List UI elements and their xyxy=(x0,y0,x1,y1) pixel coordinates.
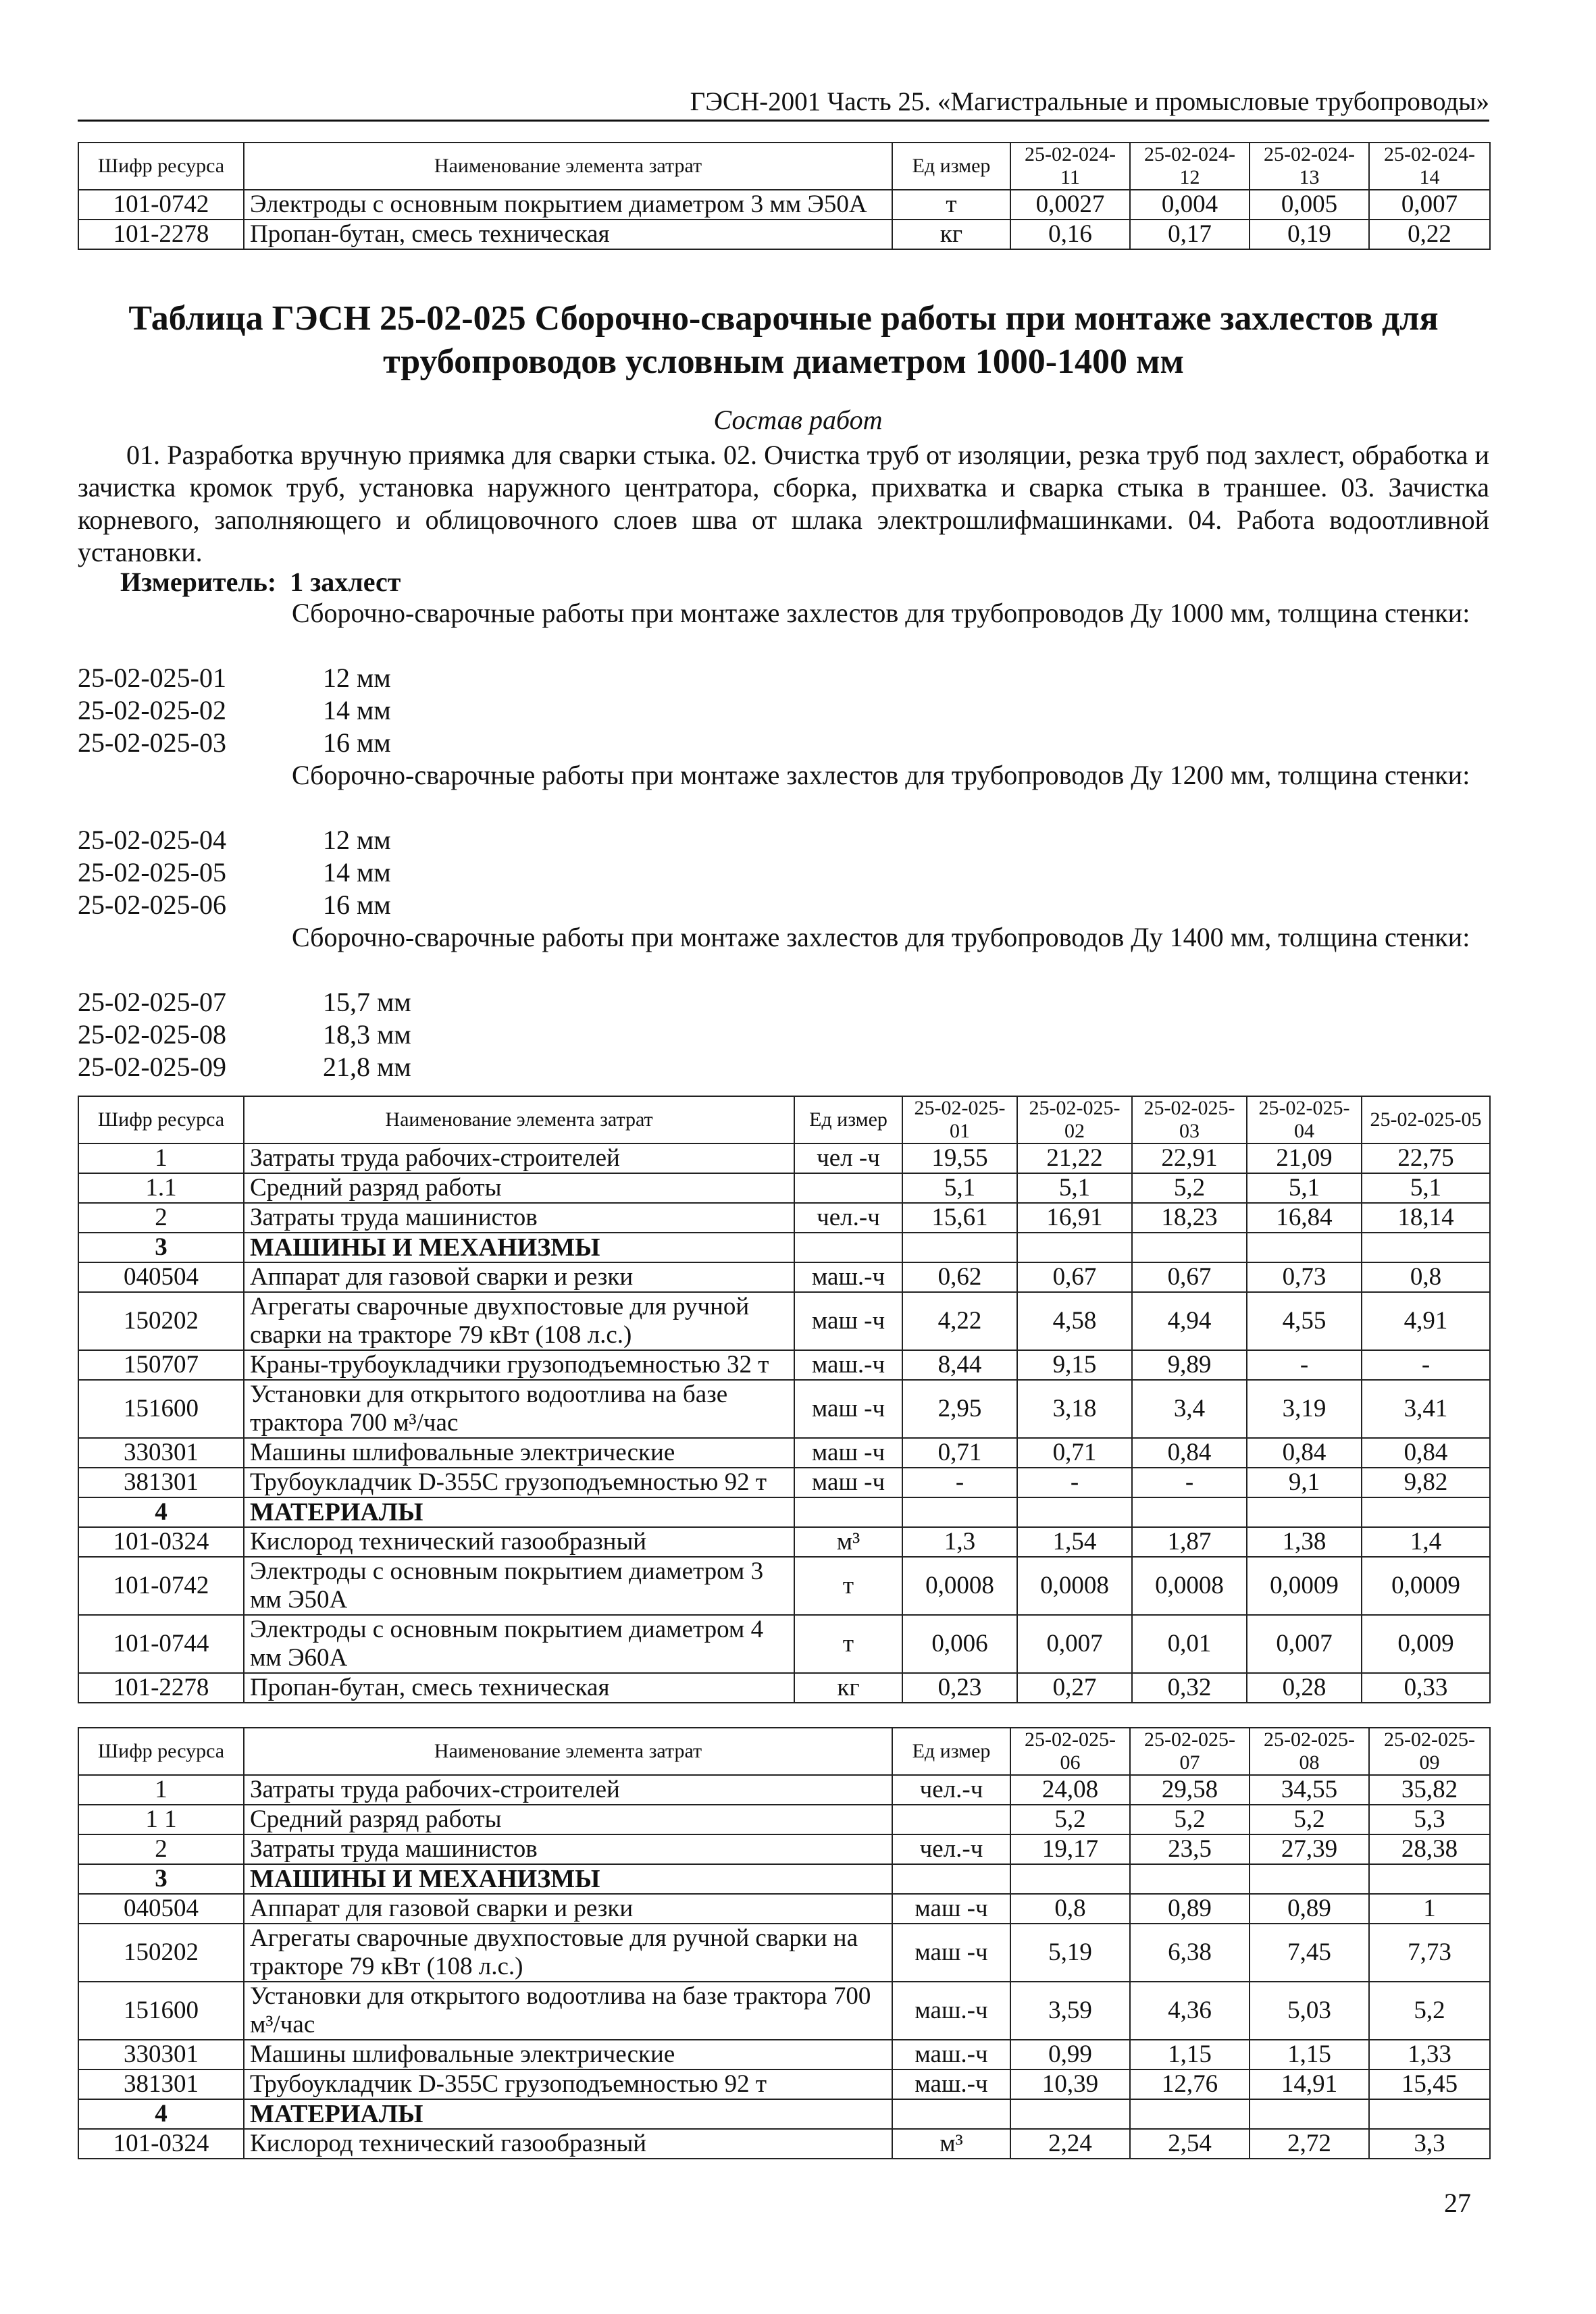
unit: чел.-ч xyxy=(794,1203,902,1233)
resource-name: МАТЕРИАЛЫ xyxy=(244,2099,892,2129)
norm-value: 2,72 xyxy=(1250,2129,1369,2159)
norm-value: 1 xyxy=(1369,1894,1490,1924)
norm-value: 0,71 xyxy=(1017,1438,1132,1468)
norm-value: 0,004 xyxy=(1130,190,1250,220)
work-composition-text: 01. Разработка вручную приямка для сварки стыка. 02. Очистка труб от изоляции, резка труб под захлест, обработка и зачистка кромок труб, установка наружного центратора, сборка, прихватка и сварка стыка в траншее. 03. Зачистка корневого, заполняющего и облицовочного слоев шва от шлака электрошлифмашинками. 04. Работа водоотливной установки. xyxy=(78,440,1489,567)
resource-name: Аппарат для газовой сварки и резки xyxy=(244,1262,794,1292)
resource-code: 101-0324 xyxy=(78,2129,244,2159)
resource-code: 150202 xyxy=(78,1924,244,1982)
resource-name: МАТЕРИАЛЫ xyxy=(244,1497,794,1527)
table-header-row xyxy=(78,1728,1490,1775)
norm-value: 35,82 xyxy=(1369,1775,1490,1805)
norm-value xyxy=(1247,1497,1362,1527)
running-header: ГЭСН-2001 Часть 25. «Магистральные и промысловые трубопроводы» xyxy=(78,86,1489,122)
column-header: 25-02-024-11 xyxy=(1010,143,1130,190)
norm-value: 1,4 xyxy=(1362,1527,1490,1557)
table-row xyxy=(78,1173,1490,1203)
norm-value: 5,2 xyxy=(1250,1805,1369,1834)
resource-code: 150707 xyxy=(78,1350,244,1380)
resource-code: 2 xyxy=(78,1834,244,1864)
column-header: Шифр ресурса xyxy=(78,1096,244,1143)
norm-value: 0,006 xyxy=(902,1615,1017,1673)
norm-value: 0,17 xyxy=(1130,220,1250,249)
table-header-row xyxy=(78,143,1490,190)
norm-value: 0,84 xyxy=(1247,1438,1362,1468)
resource-code: 2 xyxy=(78,1203,244,1233)
norm-value: 12,76 xyxy=(1130,2069,1250,2099)
table-row xyxy=(78,1805,1490,1834)
table-row xyxy=(78,1924,1490,1982)
resource-name: Электроды с основным покрытием диаметром 3 мм Э50А xyxy=(244,190,892,220)
resource-code: 1 1 xyxy=(78,1805,244,1834)
norm-value: 19,17 xyxy=(1010,1834,1130,1864)
resource-name: Аппарат для газовой сварки и резки xyxy=(244,1894,892,1924)
norm-value xyxy=(1362,1233,1490,1262)
norm-value: 29,58 xyxy=(1130,1775,1250,1805)
norm-value: 0,71 xyxy=(902,1438,1017,1468)
norm-value: 21,22 xyxy=(1017,1143,1132,1173)
norm-value: 3,4 xyxy=(1132,1380,1247,1438)
column-header: 25-02-024-14 xyxy=(1369,143,1490,190)
work-composition-label: Состав работ xyxy=(713,405,883,435)
resource-name: Затраты труда рабочих-строителей xyxy=(244,1143,794,1173)
unit: м³ xyxy=(892,2129,1010,2159)
section-row xyxy=(78,1497,1490,1527)
norm-value: 23,5 xyxy=(1130,1834,1250,1864)
norm-value: 0,67 xyxy=(1017,1262,1132,1292)
column-header: 25-02-025-05 xyxy=(1362,1096,1490,1143)
norm-value xyxy=(1369,2099,1490,2129)
resource-name: Затраты труда машинистов xyxy=(244,1834,892,1864)
column-header: Шифр ресурса xyxy=(78,1728,244,1775)
column-header: Ед измер xyxy=(892,1728,1010,1775)
wall-thickness: 14 мм xyxy=(323,857,391,888)
column-header: 25-02-024-13 xyxy=(1250,143,1369,190)
norm-value: 3,41 xyxy=(1362,1380,1490,1438)
resource-name: Краны-трубоукладчики грузоподъемностью 32 т xyxy=(244,1350,794,1380)
table-row xyxy=(78,1350,1490,1380)
table-row xyxy=(78,220,1490,249)
norm-value: 5,2 xyxy=(1369,1982,1490,2040)
norm-value: 24,08 xyxy=(1010,1775,1130,1805)
unit: маш.-ч xyxy=(892,2069,1010,2099)
norm-value: 34,55 xyxy=(1250,1775,1369,1805)
norm-value xyxy=(1010,2099,1130,2129)
column-header: 25-02-025-07 xyxy=(1130,1728,1250,1775)
resource-table-1 xyxy=(78,1096,1491,1703)
norm-value xyxy=(1017,1233,1132,1262)
norm-value: 5,1 xyxy=(1362,1173,1490,1203)
table-row xyxy=(78,1673,1490,1703)
norm-value: 5,19 xyxy=(1010,1924,1130,1982)
resource-name: Установки для открытого водоотлива на базе трактора 700 м³/час xyxy=(244,1380,794,1438)
norm-value: 0,0027 xyxy=(1010,190,1130,220)
resource-code: 101-0742 xyxy=(78,1557,244,1615)
norm-value: - xyxy=(1362,1350,1490,1380)
norm-value: 1,3 xyxy=(902,1527,1017,1557)
norm-value: 0,33 xyxy=(1362,1673,1490,1703)
norm-value: 0,0008 xyxy=(1017,1557,1132,1615)
norm-value: - xyxy=(902,1468,1017,1497)
unit: маш.-ч xyxy=(794,1262,902,1292)
unit: кг xyxy=(892,220,1010,249)
resource-code: 101-0744 xyxy=(78,1615,244,1673)
table-header-row xyxy=(78,1096,1490,1143)
wall-thickness: 12 мм xyxy=(323,825,391,855)
wall-thickness: 12 мм xyxy=(323,663,391,693)
resource-table-2 xyxy=(78,1727,1491,2159)
unit: м³ xyxy=(794,1527,902,1557)
norm-value: 5,1 xyxy=(1247,1173,1362,1203)
norm-value: 16,91 xyxy=(1017,1203,1132,1233)
norm-value: - xyxy=(1247,1350,1362,1380)
norm-value xyxy=(1130,2099,1250,2129)
column-header: Наименование элемента затрат xyxy=(244,1728,892,1775)
resource-code: 101-0324 xyxy=(78,1527,244,1557)
norm-value: 0,01 xyxy=(1132,1615,1247,1673)
resource-code: 330301 xyxy=(78,1438,244,1468)
page-number: 27 xyxy=(1444,2188,1471,2218)
column-header: 25-02-025-02 xyxy=(1017,1096,1132,1143)
column-header: 25-02-025-09 xyxy=(1369,1728,1490,1775)
table-row xyxy=(78,1982,1490,2040)
norm-value: 0,62 xyxy=(902,1262,1017,1292)
norm-value: 5,2 xyxy=(1130,1805,1250,1834)
resource-code: 101-2278 xyxy=(78,1673,244,1703)
column-header: Наименование элемента затрат xyxy=(244,1096,794,1143)
norm-value: 4,58 xyxy=(1017,1292,1132,1350)
measure-value: 1 захлест xyxy=(290,567,401,597)
norm-value: 0,99 xyxy=(1010,2040,1130,2069)
norm-value: 21,09 xyxy=(1247,1143,1362,1173)
norm-value: 0,009 xyxy=(1362,1615,1490,1673)
unit: маш -ч xyxy=(794,1292,902,1350)
wall-thickness: 18,3 мм xyxy=(323,1019,411,1050)
resource-name: Затраты труда машинистов xyxy=(244,1203,794,1233)
norm-value: - xyxy=(1017,1468,1132,1497)
norm-value: 0,84 xyxy=(1132,1438,1247,1468)
norm-value: 1,33 xyxy=(1369,2040,1490,2069)
resource-code: 150202 xyxy=(78,1292,244,1350)
norm-value xyxy=(1250,2099,1369,2129)
section-row xyxy=(78,1864,1490,1894)
norm-value xyxy=(902,1233,1017,1262)
column-header: Шифр ресурса xyxy=(78,143,244,190)
norm-value: 0,28 xyxy=(1247,1673,1362,1703)
resource-name: Кислород технический газообразный xyxy=(244,2129,892,2159)
norm-code: 25-02-025-07 xyxy=(78,987,226,1017)
unit: маш -ч xyxy=(794,1380,902,1438)
resource-code: 4 xyxy=(78,1497,244,1527)
norm-value: 0,005 xyxy=(1250,190,1369,220)
norm-value: 0,8 xyxy=(1362,1262,1490,1292)
column-header: 25-02-025-04 xyxy=(1247,1096,1362,1143)
group-description: Сборочно-сварочные работы при монтаже захлестов для трубопроводов Ду 1000 мм, толщина стенки: xyxy=(292,598,1470,628)
resource-code: 040504 xyxy=(78,1262,244,1292)
resource-name: Агрегаты сварочные двухпостовые для ручной сварки на тракторе 79 кВт (108 л.с.) xyxy=(244,1924,892,1982)
norm-code: 25-02-025-02 xyxy=(78,695,226,725)
norm-value: 7,45 xyxy=(1250,1924,1369,1982)
norm-code: 25-02-025-05 xyxy=(78,857,226,888)
norm-value xyxy=(1017,1497,1132,1527)
resource-name: Установки для открытого водоотлива на базе трактора 700 м³/час xyxy=(244,1982,892,2040)
norm-value: 0,84 xyxy=(1362,1438,1490,1468)
resource-code: 151600 xyxy=(78,1982,244,2040)
norm-value: 1,15 xyxy=(1130,2040,1250,2069)
unit: маш -ч xyxy=(794,1438,902,1468)
norm-value xyxy=(1010,1864,1130,1894)
norm-value: 2,54 xyxy=(1130,2129,1250,2159)
unit: т xyxy=(892,190,1010,220)
norm-value: 28,38 xyxy=(1369,1834,1490,1864)
resource-code: 4 xyxy=(78,2099,244,2129)
table-row xyxy=(78,1380,1490,1438)
norm-value: 9,1 xyxy=(1247,1468,1362,1497)
wall-thickness: 16 мм xyxy=(323,890,391,920)
table-row xyxy=(78,1834,1490,1864)
norm-value: 22,91 xyxy=(1132,1143,1247,1173)
table-row xyxy=(78,1468,1490,1497)
group-description: Сборочно-сварочные работы при монтаже захлестов для трубопроводов Ду 1400 мм, толщина стенки: xyxy=(292,922,1470,952)
norm-value: 3,18 xyxy=(1017,1380,1132,1438)
unit: кг xyxy=(794,1673,902,1703)
resource-name: МАШИНЫ И МЕХАНИЗМЫ xyxy=(244,1233,794,1262)
norm-value: 0,007 xyxy=(1017,1615,1132,1673)
norm-value xyxy=(1132,1233,1247,1262)
table-row xyxy=(78,1143,1490,1173)
resource-code: 101-0742 xyxy=(78,190,244,220)
column-header: Наименование элемента затрат xyxy=(244,143,892,190)
norm-value: 14,91 xyxy=(1250,2069,1369,2099)
unit xyxy=(794,1497,902,1527)
resource-name: Пропан-бутан, смесь техническая xyxy=(244,220,892,249)
table-row xyxy=(78,1527,1490,1557)
norm-value: 10,39 xyxy=(1010,2069,1130,2099)
norm-value: 0,73 xyxy=(1247,1262,1362,1292)
table-row xyxy=(78,2069,1490,2099)
norm-value: 0,007 xyxy=(1247,1615,1362,1673)
unit: маш -ч xyxy=(794,1468,902,1497)
norm-value: 18,23 xyxy=(1132,1203,1247,1233)
resource-code: 1 xyxy=(78,1143,244,1173)
table-row xyxy=(78,1775,1490,1805)
table-row xyxy=(78,190,1490,220)
norm-value xyxy=(1247,1233,1362,1262)
unit: маш.-ч xyxy=(794,1350,902,1380)
resource-code: 151600 xyxy=(78,1380,244,1438)
norm-value: 0,27 xyxy=(1017,1673,1132,1703)
norm-value: 9,15 xyxy=(1017,1350,1132,1380)
norm-value xyxy=(1250,1864,1369,1894)
resource-code: 101-2278 xyxy=(78,220,244,249)
section-row xyxy=(78,1233,1490,1262)
norm-value: 0,0008 xyxy=(1132,1557,1247,1615)
norm-value: 0,32 xyxy=(1132,1673,1247,1703)
norm-value: 2,24 xyxy=(1010,2129,1130,2159)
norm-value: 18,14 xyxy=(1362,1203,1490,1233)
unit: маш -ч xyxy=(892,1894,1010,1924)
norm-value: 8,44 xyxy=(902,1350,1017,1380)
norm-value: 0,007 xyxy=(1369,190,1490,220)
norm-value: 19,55 xyxy=(902,1143,1017,1173)
unit: т xyxy=(794,1615,902,1673)
table-row xyxy=(78,1557,1490,1615)
norm-value: 5,3 xyxy=(1369,1805,1490,1834)
norm-value: 1,15 xyxy=(1250,2040,1369,2069)
norm-code: 25-02-025-04 xyxy=(78,825,226,855)
unit: маш.-ч xyxy=(892,1982,1010,2040)
norm-code: 25-02-025-09 xyxy=(78,1052,226,1082)
norm-value: 7,73 xyxy=(1369,1924,1490,1982)
group-description: Сборочно-сварочные работы при монтаже захлестов для трубопроводов Ду 1200 мм, толщина стенки: xyxy=(292,760,1470,790)
norm-value: 0,0008 xyxy=(902,1557,1017,1615)
wall-thickness: 16 мм xyxy=(323,727,391,758)
column-header: Ед измер xyxy=(892,143,1010,190)
norm-value: 4,94 xyxy=(1132,1292,1247,1350)
norm-value: 4,22 xyxy=(902,1292,1017,1350)
unit: чел.-ч xyxy=(892,1775,1010,1805)
table-row xyxy=(78,2040,1490,2069)
norm-value: 3,3 xyxy=(1369,2129,1490,2159)
table-row xyxy=(78,2129,1490,2159)
table-row xyxy=(78,1262,1490,1292)
column-header: 25-02-025-06 xyxy=(1010,1728,1130,1775)
norm-value: 1,87 xyxy=(1132,1527,1247,1557)
resource-code: 1 xyxy=(78,1775,244,1805)
norm-value: 5,2 xyxy=(1132,1173,1247,1203)
column-header: 25-02-025-01 xyxy=(902,1096,1017,1143)
norm-value: 1,54 xyxy=(1017,1527,1132,1557)
unit xyxy=(892,1864,1010,1894)
resource-name: Затраты труда рабочих-строителей xyxy=(244,1775,892,1805)
norm-value: 5,2 xyxy=(1010,1805,1130,1834)
resource-name: Кислород технический газообразный xyxy=(244,1527,794,1557)
norm-value: 0,89 xyxy=(1130,1894,1250,1924)
resource-code: 3 xyxy=(78,1233,244,1262)
norm-value: 4,36 xyxy=(1130,1982,1250,2040)
norm-value xyxy=(902,1497,1017,1527)
resource-name: Электроды с основным покрытием диаметром 3 мм Э50А xyxy=(244,1557,794,1615)
resource-name: Агрегаты сварочные двухпостовые для ручной сварки на тракторе 79 кВт (108 л.с.) xyxy=(244,1292,794,1350)
measure-unit xyxy=(120,566,401,598)
norm-value xyxy=(1130,1864,1250,1894)
table-row xyxy=(78,1615,1490,1673)
resource-name: Машины шлифовальные электрические xyxy=(244,1438,794,1468)
norm-value: 5,1 xyxy=(1017,1173,1132,1203)
resource-code: 3 xyxy=(78,1864,244,1894)
norm-value xyxy=(1369,1864,1490,1894)
norm-value: 16,84 xyxy=(1247,1203,1362,1233)
norm-code: 25-02-025-06 xyxy=(78,890,226,920)
section-row xyxy=(78,2099,1490,2129)
resource-code: 381301 xyxy=(78,1468,244,1497)
table-row xyxy=(78,1292,1490,1350)
norm-value: 0,19 xyxy=(1250,220,1369,249)
column-header: 25-02-024-12 xyxy=(1130,143,1250,190)
table-title: Таблица ГЭСН 25-02-025 Сборочно-сварочные работы при монтаже захлестов для трубопроводов условным диаметром 1000-1400 мм xyxy=(128,299,1439,381)
norm-value: 15,61 xyxy=(902,1203,1017,1233)
norm-value: 3,19 xyxy=(1247,1380,1362,1438)
resource-name: Машины шлифовальные электрические xyxy=(244,2040,892,2069)
unit xyxy=(892,1805,1010,1834)
unit: чел -ч xyxy=(794,1143,902,1173)
norm-value: 9,89 xyxy=(1132,1350,1247,1380)
norm-value: 22,75 xyxy=(1362,1143,1490,1173)
resource-name: Средний разряд работы xyxy=(244,1805,892,1834)
norm-value: 0,16 xyxy=(1010,220,1130,249)
column-header: Ед измер xyxy=(794,1096,902,1143)
norm-value: 4,55 xyxy=(1247,1292,1362,1350)
wall-thickness: 21,8 мм xyxy=(323,1052,411,1082)
resource-name: Средний разряд работы xyxy=(244,1173,794,1203)
unit xyxy=(892,2099,1010,2129)
norm-value: 0,22 xyxy=(1369,220,1490,249)
norm-value: 9,82 xyxy=(1362,1468,1490,1497)
column-header: 25-02-025-03 xyxy=(1132,1096,1247,1143)
resource-code: 330301 xyxy=(78,2040,244,2069)
norm-value: 15,45 xyxy=(1369,2069,1490,2099)
norm-value: 0,0009 xyxy=(1247,1557,1362,1615)
norm-value: 0,67 xyxy=(1132,1262,1247,1292)
unit xyxy=(794,1233,902,1262)
norm-value: 0,23 xyxy=(902,1673,1017,1703)
table-row xyxy=(78,1203,1490,1233)
norm-value: 5,1 xyxy=(902,1173,1017,1203)
norm-value: 0,0009 xyxy=(1362,1557,1490,1615)
column-header: 25-02-025-08 xyxy=(1250,1728,1369,1775)
wall-thickness: 15,7 мм xyxy=(323,987,411,1017)
norm-value: 2,95 xyxy=(902,1380,1017,1438)
measure-label: Измеритель: xyxy=(120,567,277,597)
unit: т xyxy=(794,1557,902,1615)
norm-value: 3,59 xyxy=(1010,1982,1130,2040)
resource-name: Электроды с основным покрытием диаметром 4 мм Э60А xyxy=(244,1615,794,1673)
norm-value: 5,03 xyxy=(1250,1982,1369,2040)
resource-code: 1.1 xyxy=(78,1173,244,1203)
resource-code: 381301 xyxy=(78,2069,244,2099)
norm-code: 25-02-025-03 xyxy=(78,727,226,758)
norm-value xyxy=(1132,1497,1247,1527)
wall-thickness: 14 мм xyxy=(323,695,391,725)
norm-value: 27,39 xyxy=(1250,1834,1369,1864)
table-row xyxy=(78,1438,1490,1468)
top-resource-table xyxy=(78,142,1491,250)
norm-value: 6,38 xyxy=(1130,1924,1250,1982)
resource-name: Пропан-бутан, смесь техническая xyxy=(244,1673,794,1703)
resource-name: Трубоукладчик D-355C грузоподъемностью 92 т xyxy=(244,1468,794,1497)
norm-value: 1,38 xyxy=(1247,1527,1362,1557)
resource-name: Трубоукладчик D-355C грузоподъемностью 92 т xyxy=(244,2069,892,2099)
norm-value xyxy=(1362,1497,1490,1527)
norm-code: 25-02-025-01 xyxy=(78,663,226,693)
norm-code: 25-02-025-08 xyxy=(78,1019,226,1050)
norm-value: 0,89 xyxy=(1250,1894,1369,1924)
norm-value: - xyxy=(1132,1468,1247,1497)
norm-value: 4,91 xyxy=(1362,1292,1490,1350)
unit xyxy=(794,1173,902,1203)
resource-code: 040504 xyxy=(78,1894,244,1924)
unit: маш.-ч xyxy=(892,2040,1010,2069)
table-row xyxy=(78,1894,1490,1924)
norm-value: 0,8 xyxy=(1010,1894,1130,1924)
unit: маш -ч xyxy=(892,1924,1010,1982)
unit: чел.-ч xyxy=(892,1834,1010,1864)
resource-name: МАШИНЫ И МЕХАНИЗМЫ xyxy=(244,1864,892,1894)
